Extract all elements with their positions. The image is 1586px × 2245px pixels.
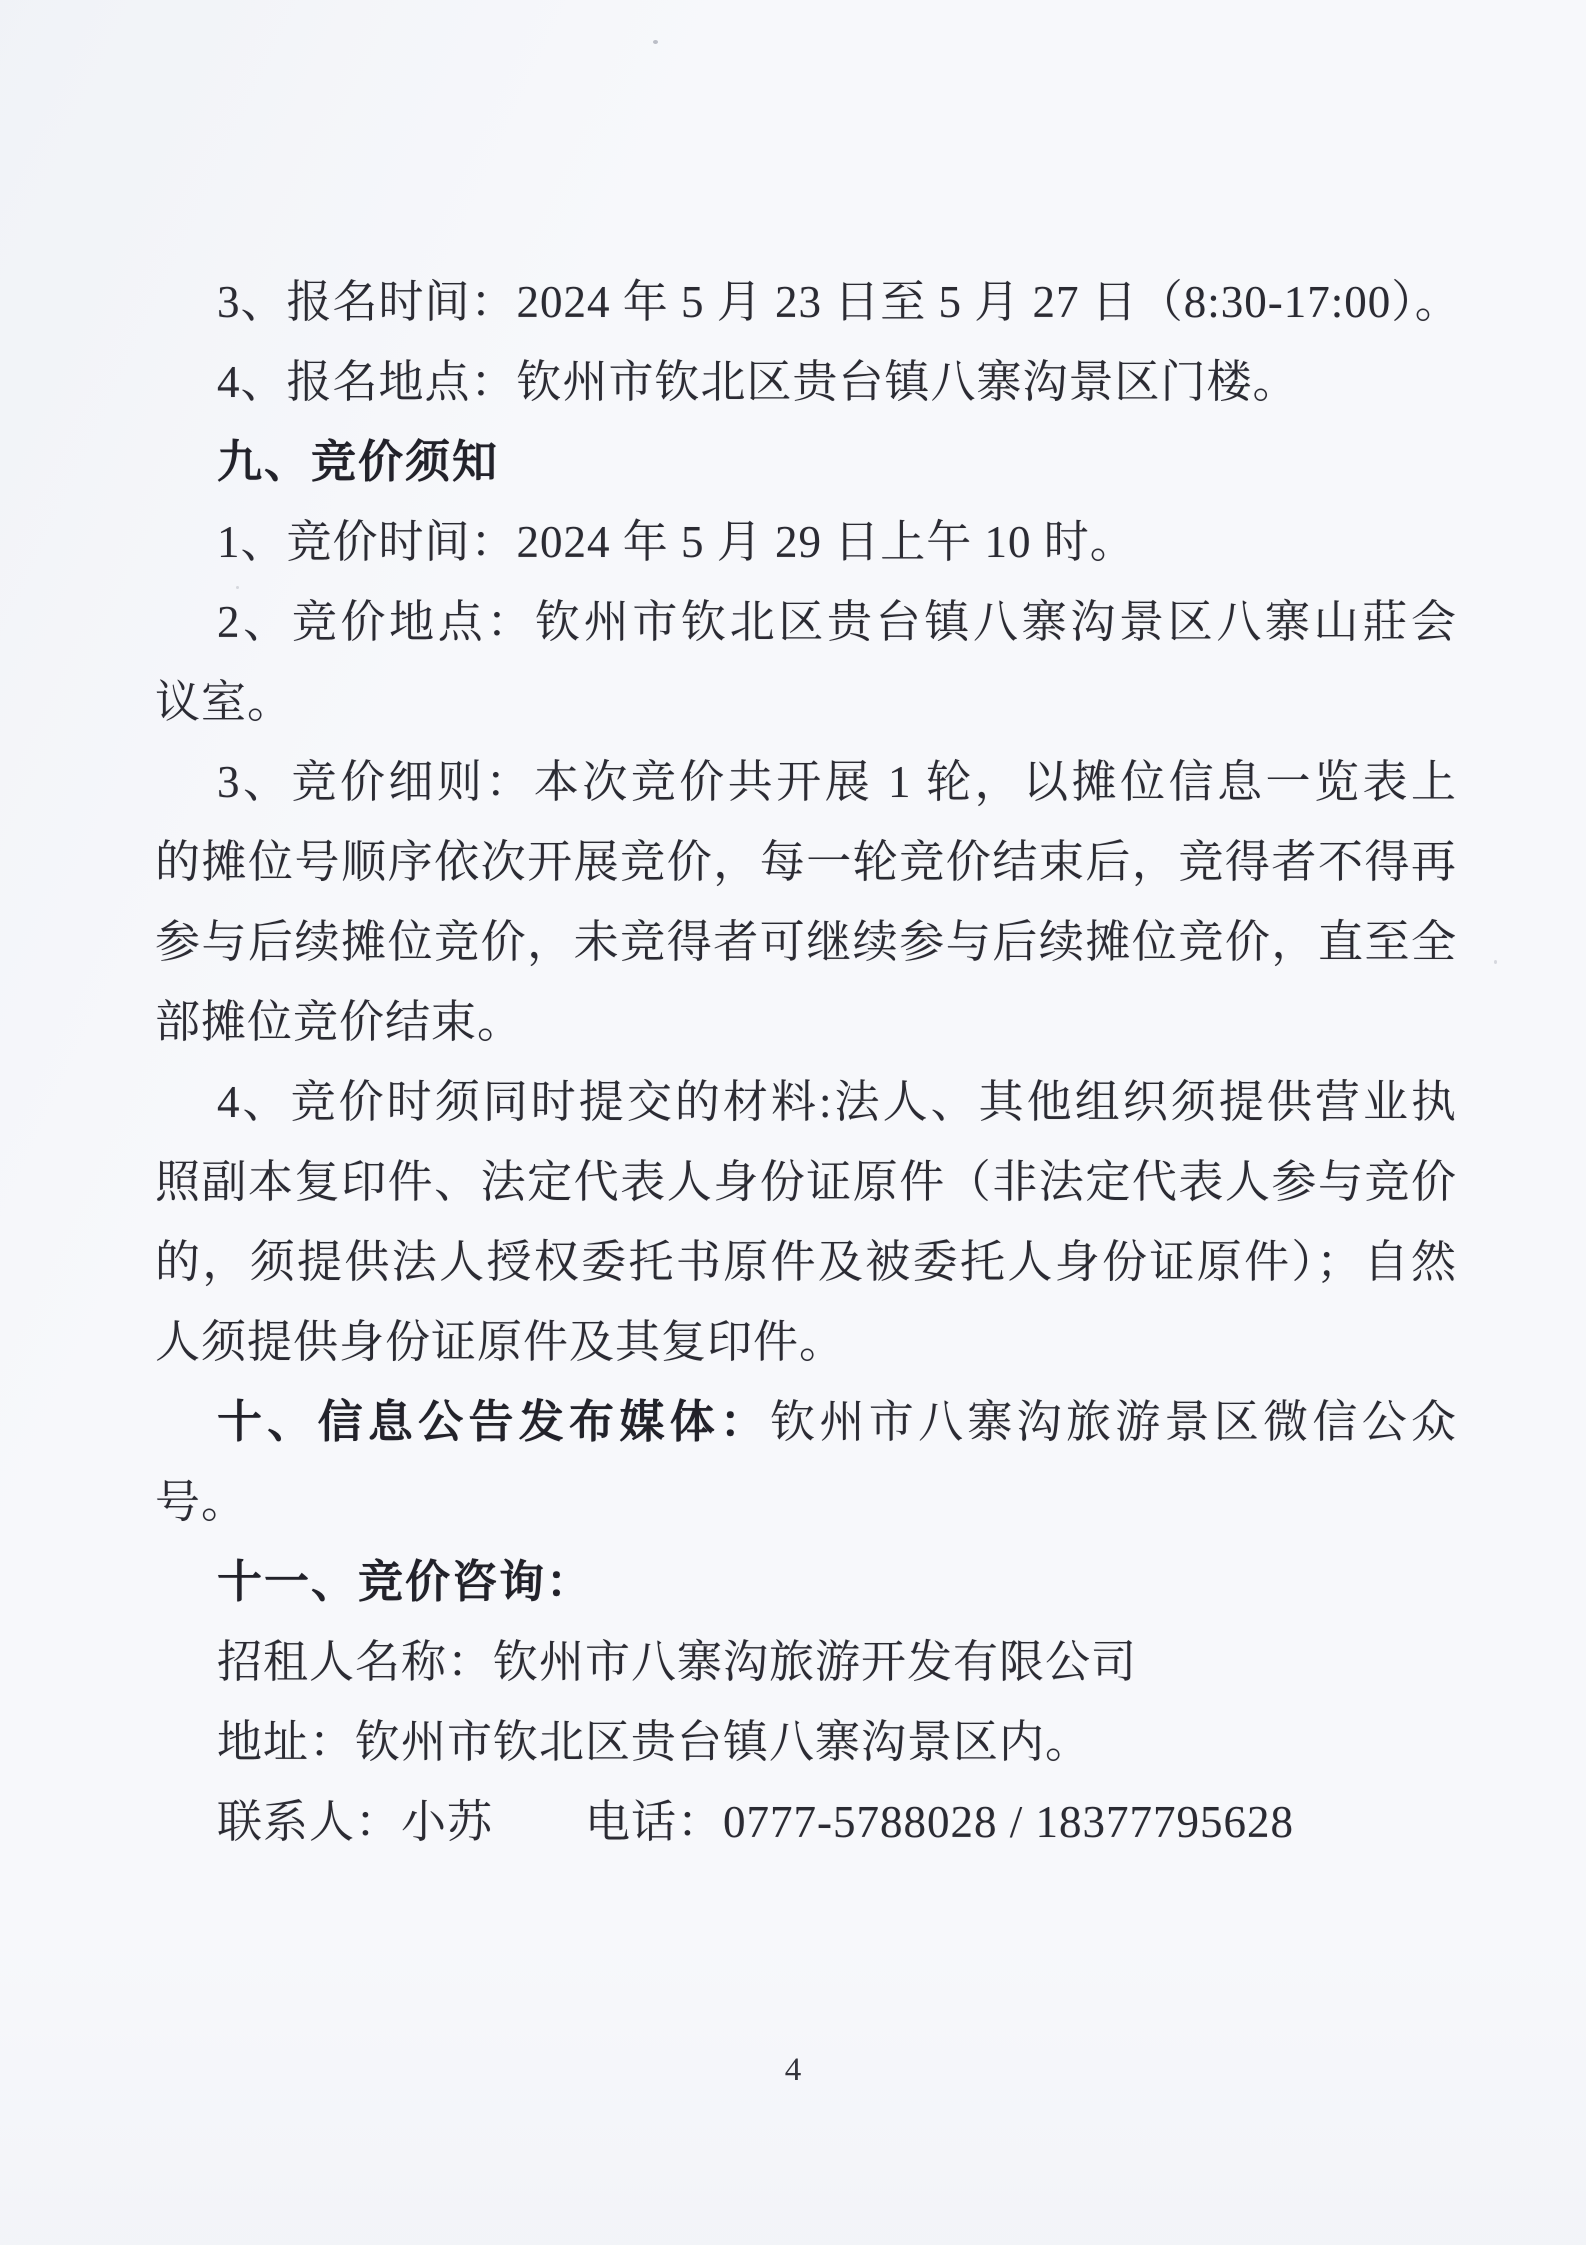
line-lessor-name: 招租人名称：钦州市八寨沟旅游开发有限公司 — [217, 1637, 1138, 1687]
heading-announcement-media — [155, 1382, 1457, 1462]
line-required-materials-cont-1: 照副本复印件、法定代表人身份证原件（非法定代表人参与竞价 — [155, 1157, 1457, 1207]
heading-bidding-consultation: 十一、竞价咨询： — [217, 1556, 594, 1607]
line-announcement-media-cont: 号。 — [155, 1477, 248, 1527]
scan-speck — [653, 40, 658, 44]
line-bidding-time: 1、竞价时间：2024 年 5 月 29 日上午 10 时。 — [217, 517, 1136, 567]
line-bidding-rules-cont-1: 的摊位号顺序依次开展竞价，每一轮竞价结束后，竞得者不得再 — [155, 837, 1457, 887]
page-footer — [0, 2052, 1586, 2089]
line-bidding-rules: 3、竞价细则：本次竞价共开展 1 轮，以摊位信息一览表上 — [217, 757, 1457, 807]
line-required-materials-cont-3: 人须提供身份证原件及其复印件。 — [155, 1317, 846, 1367]
line-bidding-place-cont: 议室。 — [155, 677, 294, 727]
scan-speck — [1494, 960, 1497, 964]
line-required-materials: 4、竞价时须同时提交的材料:法人、其他组织须提供营业执 — [217, 1077, 1457, 1127]
line-lessor-address: 地址：钦州市钦北区贵台镇八寨沟景区内。 — [217, 1717, 1092, 1767]
line-contact-phone: 联系人：小苏 电话：0777-5788028 / 18377795628 — [217, 1797, 1294, 1847]
heading-announcement-media-label: 十、信息公告发布媒体： — [217, 1396, 771, 1447]
document-body — [155, 262, 1461, 1862]
line-bidding-place: 2、竞价地点：钦州市钦北区贵台镇八寨沟景区八寨山莊会 — [217, 597, 1457, 647]
line-bidding-rules-cont-2: 参与后续摊位竞价，未竞得者可继续参与后续摊位竞价，直至全 — [155, 917, 1457, 967]
page-number: 4 — [784, 2052, 802, 2088]
line-announcement-media-value: 钦州市八寨沟旅游景区微信公众 — [770, 1397, 1457, 1447]
line-required-materials-cont-2: 的，须提供法人授权委托书原件及被委托人身份证原件）；自然 — [155, 1237, 1457, 1287]
heading-bidding-notice: 九、竞价须知 — [217, 436, 500, 487]
line-bidding-rules-cont-3: 部摊位竞价结束。 — [155, 997, 524, 1047]
line-registration-place: 4、报名地点：钦州市钦北区贵台镇八寨沟景区门楼。 — [217, 357, 1299, 407]
line-registration-time: 3、报名时间：2024 年 5 月 23 日至 5 月 27 日（8:30-17:00）。 — [217, 277, 1461, 327]
